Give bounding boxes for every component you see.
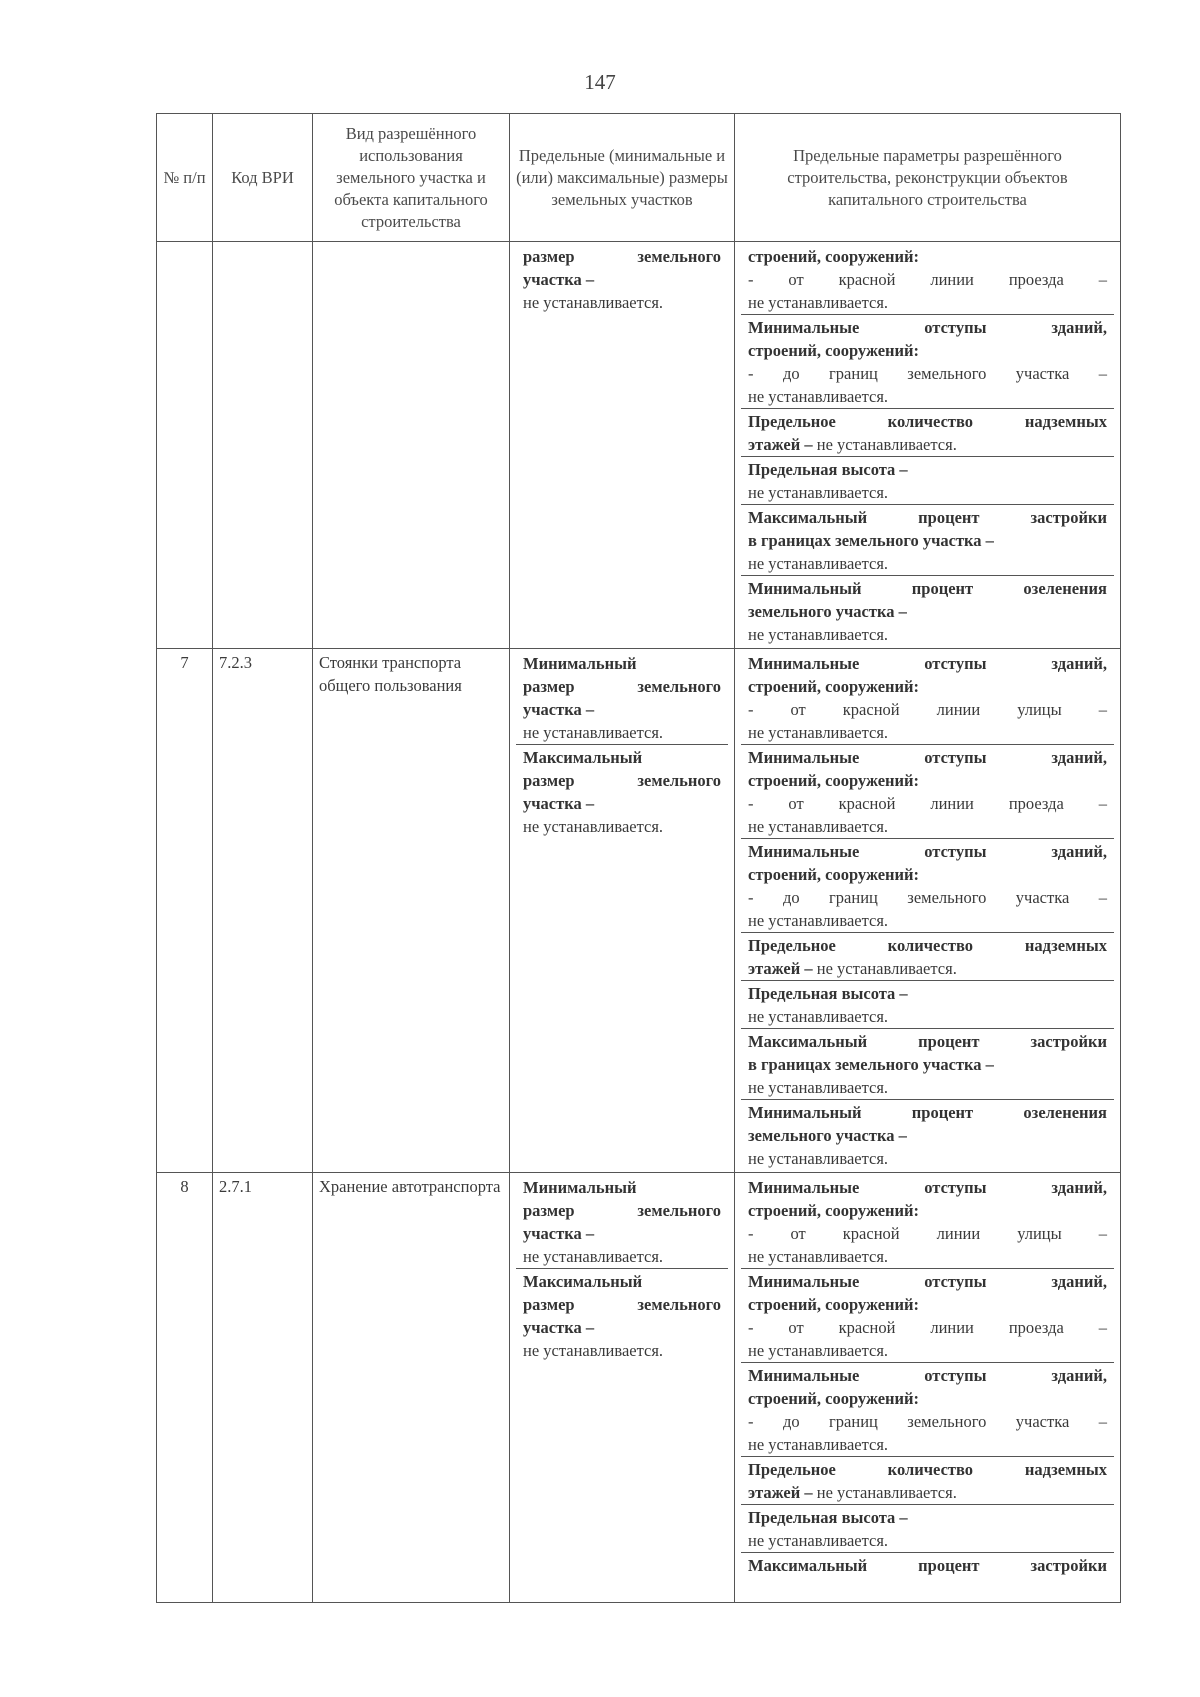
size-title: Максимальный [523,1272,643,1291]
param-title: этажей – [748,1483,813,1502]
param-title: Предельное количество надземных [748,936,1107,955]
param-value: не устанавливается. [748,625,889,644]
param-title: Предельная высота – [748,1508,908,1527]
param-value: не устанавливается. [748,911,889,930]
param-title: строений, сооружений: [748,865,920,884]
param-value: не устанавливается. [748,483,889,502]
size-text: участка – [523,700,595,719]
param-title: Минимальные отступы зданий, [748,1272,1107,1291]
param-title: Минимальные отступы зданий, [748,842,1107,861]
param-title: строений, сооружений: [748,1295,920,1314]
param-text: - от красной линии проезда – [748,270,1107,289]
min-size-block [516,651,728,744]
row-type [313,242,510,649]
max-size-block [516,1268,728,1362]
param-block [741,1456,1114,1504]
param-title: этажей – [748,959,813,978]
size-text: размер земельного [523,1201,721,1220]
size-cell [510,242,735,649]
param-title: Минимальные отступы зданий, [748,1366,1107,1385]
size-text: размер земельного [523,677,721,696]
param-title: Предельная высота – [748,984,908,1003]
param-title: Минимальные отступы зданий, [748,748,1107,767]
param-text: - до границ земельного участка – [748,364,1107,383]
page-number: 147 [584,70,616,94]
row-code: 7.2.3 [213,649,313,1173]
row-code [213,242,313,649]
param-title: Минимальные отступы зданий, [748,1178,1107,1197]
param-block [741,244,1114,314]
table-row [157,649,1121,1173]
row-code: 2.7.1 [213,1173,313,1603]
header-size: Предельные (минимальные и (или) максимальные) размеры земельных участков [510,114,735,242]
param-value: не устанавливается. [748,1078,889,1097]
param-title: строений, сооружений: [748,247,920,266]
param-value: не устанавливается. [748,1007,889,1026]
param-block [741,1028,1114,1099]
param-value: не устанавливается. [748,723,889,742]
param-value: не устанавливается. [748,1435,889,1454]
param-title: Максимальный процент застройки [748,508,1107,527]
size-title: Максимальный [523,748,643,767]
size-title: Минимальный [523,654,637,673]
param-title: Минимальный процент озеленения [748,579,1107,598]
param-title: Предельное количество надземных [748,1460,1107,1479]
param-title: Предельная высота – [748,460,908,479]
param-value: не устанавливается. [748,1149,889,1168]
param-text: - от красной линии улицы – [748,1224,1107,1243]
size-title: Минимальный [523,1178,637,1197]
param-block [741,838,1114,932]
param-title: земельного участка – [748,602,907,621]
param-value: не устанавливается. [748,817,889,836]
param-block [741,1504,1114,1552]
param-text: - до границ земельного участка – [748,1412,1107,1431]
size-value: не устанавливается. [523,1247,664,1266]
param-block [741,744,1114,838]
params-cell [735,1173,1121,1603]
param-block [741,1552,1114,1600]
param-title: в границах земельного участка – [748,1055,994,1074]
header-params: Предельные параметры разрешённого строительства, реконструкции объектов капитального строительства [735,114,1121,242]
param-title: Максимальный процент застройки [748,1556,1107,1575]
param-title: земельного участка – [748,1126,907,1145]
size-text: участка – [523,794,595,813]
param-title: Минимальные отступы зданий, [748,654,1107,673]
header-type: Вид разрешённого использования земельного участка и объекта капитального строительства [313,114,510,242]
param-block [741,1099,1114,1170]
size-value: не устанавливается. [523,1341,664,1360]
size-text: участка – [523,270,595,289]
param-block [741,932,1114,980]
size-text: размер земельного [523,247,721,266]
table-row [157,242,1121,649]
param-title: строений, сооружений: [748,341,920,360]
row-num [157,242,213,649]
size-cell [510,1173,735,1603]
size-value: не устанавливается. [523,723,664,742]
param-value: не устанавливается. [748,387,889,406]
param-title: Предельное количество надземных [748,412,1107,431]
param-title: этажей – [748,435,813,454]
param-text: - от красной линии проезда – [748,794,1107,813]
size-text: участка – [523,1318,595,1337]
param-value: не устанавливается. [748,1247,889,1266]
param-title: строений, сооружений: [748,1389,920,1408]
param-block [741,651,1114,744]
param-title: Максимальный процент застройки [748,1032,1107,1051]
size-text: размер земельного [523,1295,721,1314]
max-size-block [516,744,728,838]
param-block [741,575,1114,646]
row-num: 7 [157,649,213,1173]
param-block [741,1268,1114,1362]
param-text: - от красной линии проезда – [748,1318,1107,1337]
param-title: Минимальный процент озеленения [748,1103,1107,1122]
param-title: строений, сооружений: [748,771,920,790]
header-code: Код ВРИ [213,114,313,242]
param-value: не устанавливается. [748,293,889,312]
param-value: не устанавливается. [812,435,957,454]
params-cell [735,649,1121,1173]
row-num: 8 [157,1173,213,1603]
param-block [741,1175,1114,1268]
param-value: не устанавливается. [748,554,889,573]
params-cell [735,242,1121,649]
param-text: - от красной линии улицы – [748,700,1107,719]
param-value: не устанавливается. [748,1531,889,1550]
param-block [741,314,1114,408]
param-value: не устанавливается. [812,959,957,978]
size-text: участка – [523,1224,595,1243]
param-title: строений, сооружений: [748,677,920,696]
param-value: не устанавливается. [748,1341,889,1360]
row-type: Стоянки транспорта общего пользования [313,649,510,1173]
param-title: Минимальные отступы зданий, [748,318,1107,337]
size-text: размер земельного [523,771,721,790]
param-title: строений, сооружений: [748,1201,920,1220]
param-block [741,456,1114,504]
table-header-row [157,114,1121,242]
param-value: не устанавливается. [812,1483,957,1502]
size-value: не устанавливается. [523,817,664,836]
regulations-table [156,113,1121,1603]
size-value: не устанавливается. [523,293,664,312]
min-size-block [516,1175,728,1268]
max-size-block [516,244,728,314]
param-block [741,980,1114,1028]
table-row [157,1173,1121,1603]
param-block [741,504,1114,575]
size-cell [510,649,735,1173]
param-text: - до границ земельного участка – [748,888,1107,907]
row-type: Хранение автотранспорта [313,1173,510,1603]
param-title: в границах земельного участка – [748,531,994,550]
header-num: № п/п [157,114,213,242]
param-block [741,408,1114,456]
param-block [741,1362,1114,1456]
